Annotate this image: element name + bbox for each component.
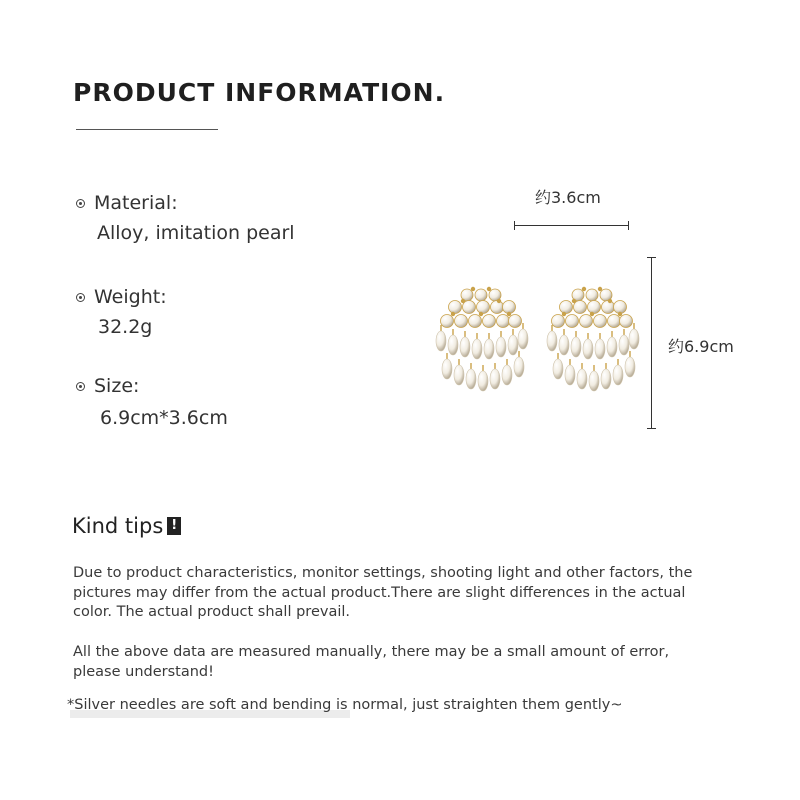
height-dimension-line [651,257,652,429]
bullet-icon [76,293,85,302]
spec-value: 6.9cm*3.6cm [100,407,228,429]
title-divider [76,129,218,130]
spec-value: Alloy, imitation pearl [97,222,295,244]
spec-label: Weight: [94,286,167,308]
spec-label: Size: [94,375,140,397]
spec-material [76,192,295,244]
bullet-icon [76,199,85,208]
spec-size [76,375,228,429]
earring-left-image [433,283,529,405]
height-dimension-label: 约6.9cm [668,337,734,356]
tips-paragraph-1: Due to product characteristics, monitor settings, shooting light and other factors, the pictures may differ from the actual product.There are slight differences in the actual color. The actual product shall prevail. [73,565,693,620]
page-title: PRODUCT INFORMATION. [73,78,446,107]
kind-tips-heading [72,514,181,538]
spec-label: Material: [94,192,178,214]
kind-tips-title: Kind tips [72,514,164,538]
earring-right-image [544,283,640,405]
bullet-icon [76,382,85,391]
spec-weight [76,286,167,338]
needle-note: *Silver needles are soft and bending is normal, just straighten them gently~ [67,697,623,713]
exclamation-icon: ! [167,517,181,535]
tips-paragraph-2: All the above data are measured manually, there may be a small amount of error, please understand! [73,644,670,680]
spec-value: 32.2g [98,316,153,338]
width-dimension-label: 约3.6cm [535,188,601,207]
width-dimension-line [514,225,629,226]
